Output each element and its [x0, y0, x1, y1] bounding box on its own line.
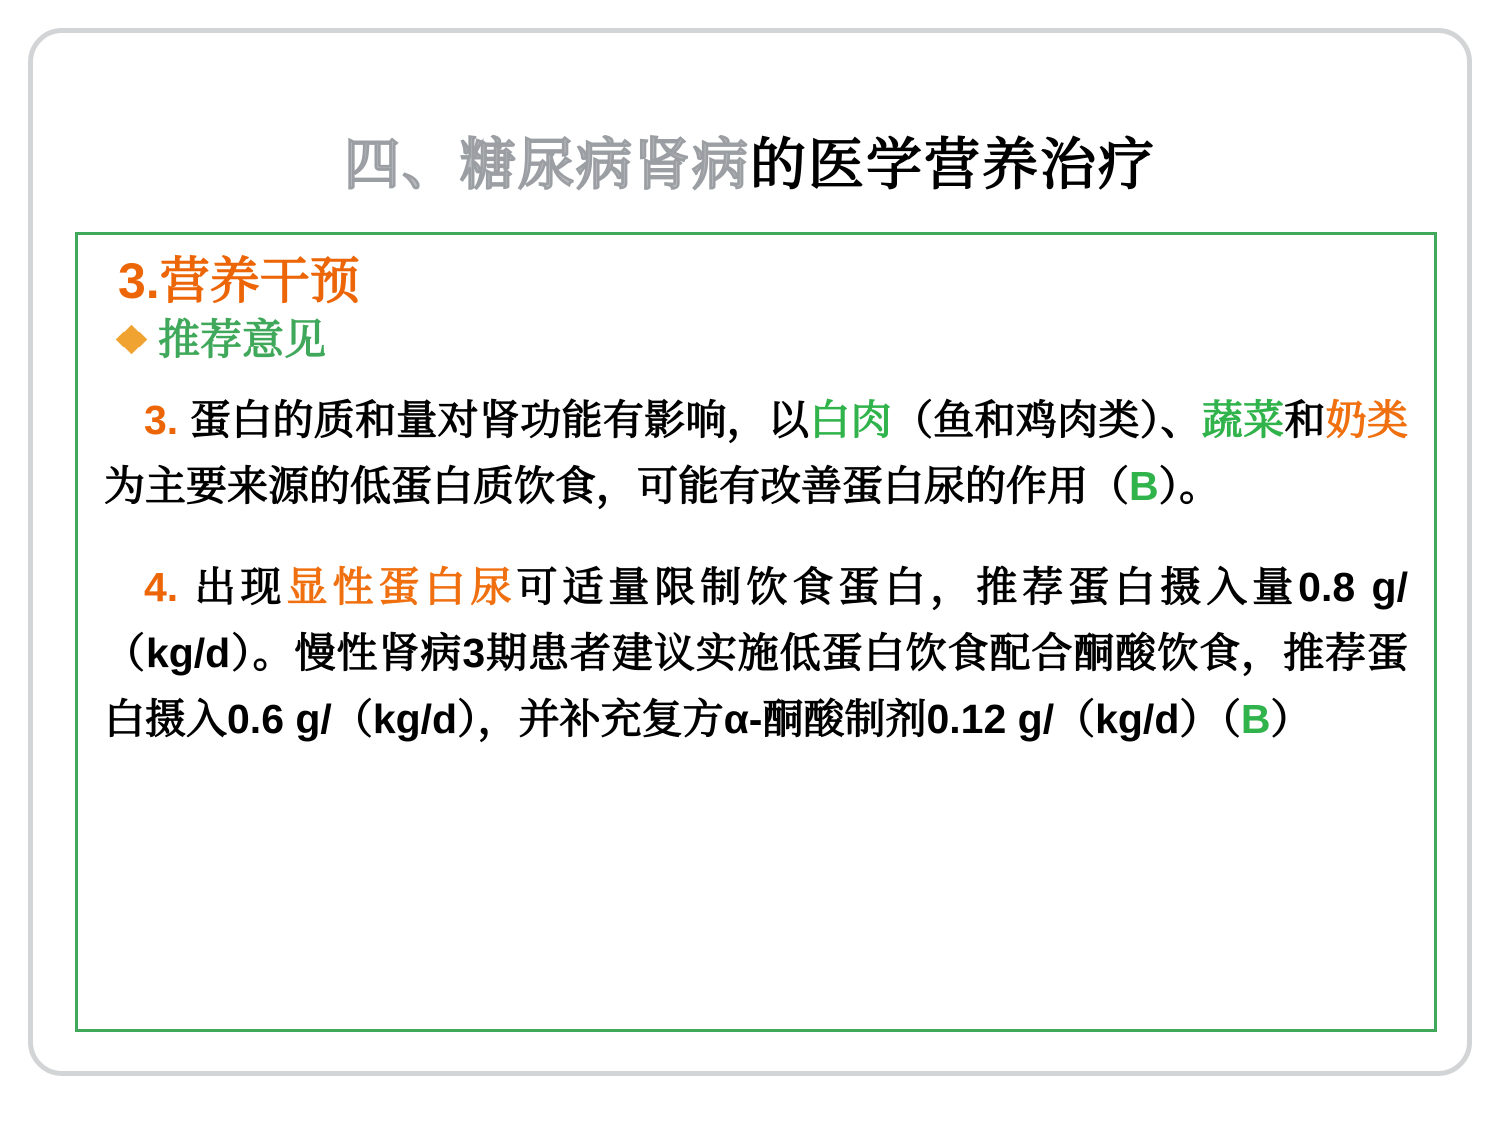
item-text-part: （鱼和鸡肉类）、: [891, 396, 1202, 443]
section-heading: 3.营养干预: [118, 253, 360, 309]
page-title: [120, 120, 1380, 210]
item-text-part: ）。: [1158, 463, 1221, 510]
recommendation-subheading-label: 推荐意见: [158, 315, 327, 363]
item-text-part: 白肉: [809, 396, 892, 443]
item-evidence-grade: B: [1240, 696, 1271, 743]
recommendation-subheading: [118, 317, 1408, 363]
item-text-part: 为主要来源的低蛋白质饮食，可能有改善蛋白尿的作用（: [104, 463, 1129, 510]
item-text-part: 蔬菜: [1201, 396, 1285, 443]
item-text-part: 和: [1284, 396, 1326, 443]
page-title-part-2: 的医学营养治疗: [750, 133, 1156, 196]
item-text-part: 显性蛋白尿: [286, 563, 517, 610]
list-item: [104, 554, 1408, 753]
item-text-part: 蛋白的质和量对肾功能有影响，以: [189, 396, 810, 443]
diamond-icon: [118, 327, 144, 353]
item-text-part: 可适量限制饮食蛋白，推荐蛋白摄入量0.8 g/（kg/d）。慢性肾病3期患者建议实施低蛋白饮食配合酮酸饮食，推荐蛋白摄入0.6 g/（kg/d），并补充复方α-酮酸制剂0.12 g/（kg/d）（: [104, 563, 1408, 743]
item-text-part: 奶类: [1325, 396, 1408, 443]
item-number: 3.: [144, 396, 179, 443]
item-evidence-grade: B: [1129, 463, 1159, 510]
page-title-part-1: 四、糖尿病肾病: [344, 133, 750, 196]
item-number: 4.: [144, 563, 179, 610]
item-text-part: 出现: [194, 563, 287, 610]
item-text-part: ）: [1270, 696, 1312, 743]
list-item: [104, 387, 1408, 520]
content-box: [75, 232, 1437, 1032]
